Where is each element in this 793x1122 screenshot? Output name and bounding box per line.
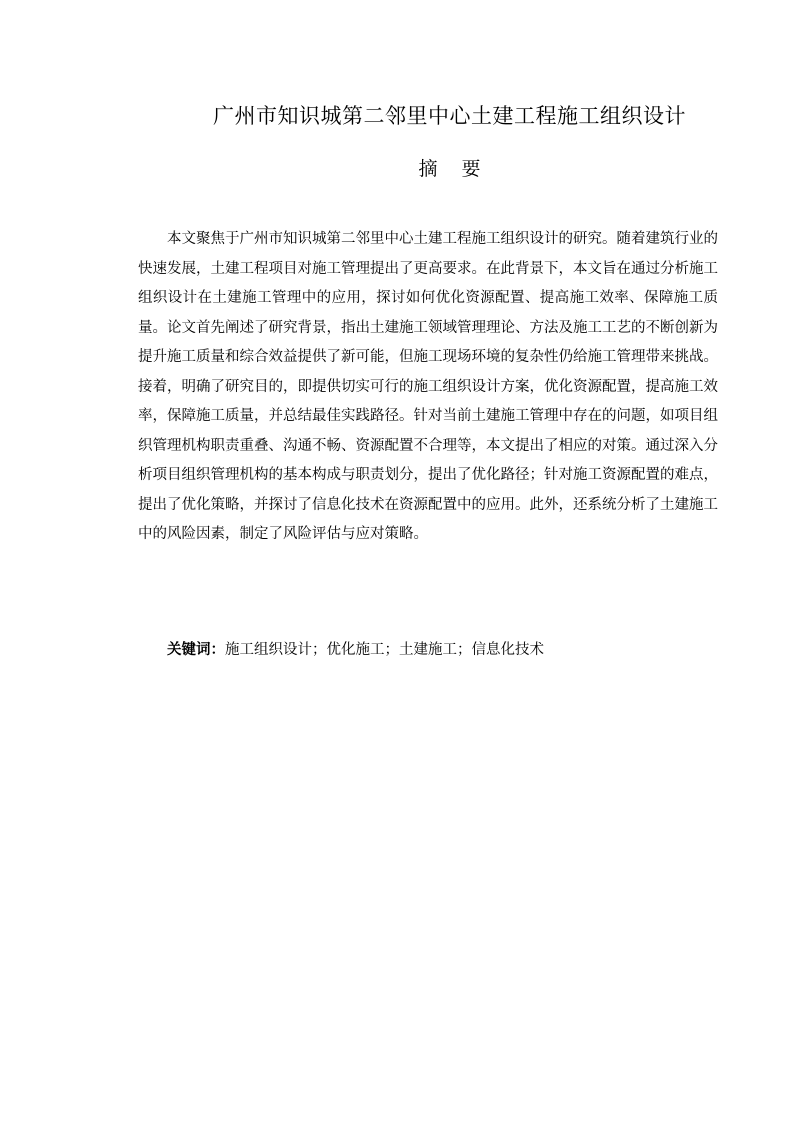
keywords-line [167, 636, 544, 664]
keywords-label: 关键词： [167, 642, 225, 658]
abstract-body: 本文聚焦于广州市知识城第二邻里中心土建工程施工组织设计的研究。随着建筑行业的快速发展，土建工程项目对施工管理提出了更高要求。在此背景下，本文旨在通过分析施工组织设计在土建施工管理中的应用，探讨如何优化资源配置、提高施工效率、保障施工质量。论文首先阐述了研究背景，指出土建施工领域管理理论、方法及施工工艺的不断创新为提升施工质量和综合效益提供了新可能，但施工现场环境的复杂性仍给施工管理带来挑战。接着，明确了研究目的，即提供切实可行的施工组织设计方案，优化资源配置，提高施工效率，保障施工质量，并总结最佳实践路径。针对当前土建施工管理中存在的问题，如项目组织管理机构职责重叠、沟通不畅、资源配置不合理等，本文提出了相应的对策。通过深入分析项目组织管理机构的基本构成与职责划分，提出了优化路径；针对施工资源配置的难点，提出了优化策略，并探讨了信息化技术在资源配置中的应用。此外，还系统分析了土建施工中的风险因素，制定了风险评估与应对策略。 [138, 231, 718, 542]
document-title: 广州市知识城第二邻里中心土建工程施工组织设计 [213, 104, 686, 128]
abstract-heading: 摘要 [418, 158, 505, 180]
keywords-text: 施工组织设计；优化施工；土建施工；信息化技术 [225, 642, 544, 658]
